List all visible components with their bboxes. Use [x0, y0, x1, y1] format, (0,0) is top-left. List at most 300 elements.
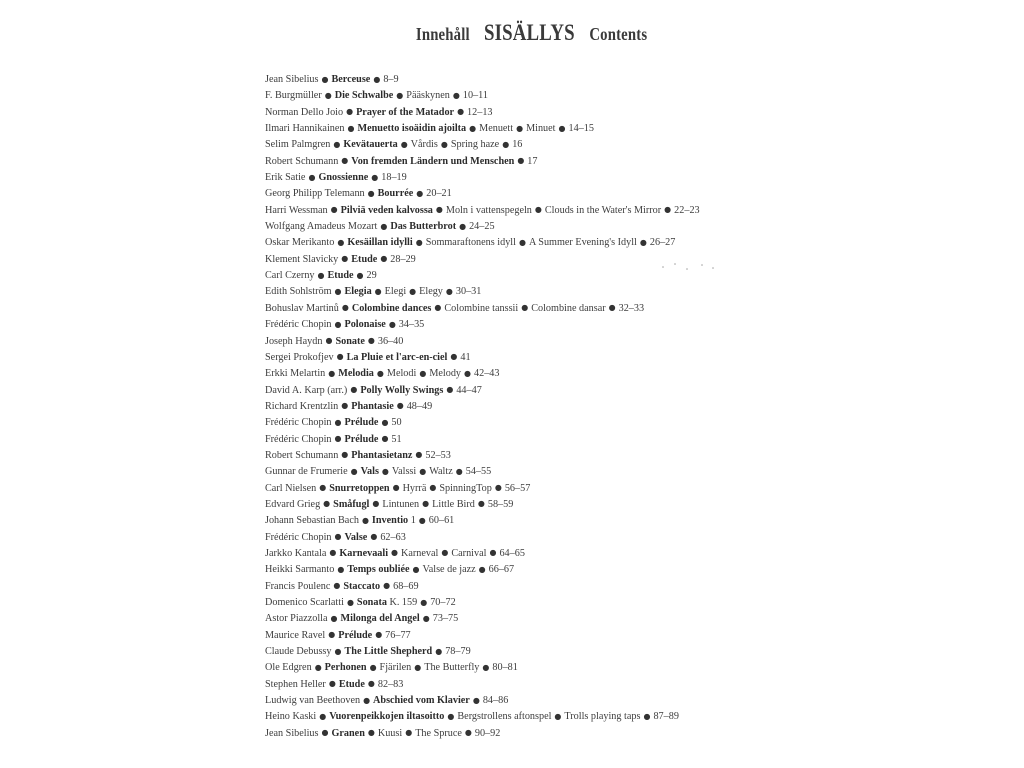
- work-title: Temps oubliée: [347, 564, 410, 576]
- bullet-icon: ●: [381, 434, 389, 444]
- composer-name: Richard Krentzlin: [265, 400, 339, 412]
- translated-title: The Spruce: [415, 727, 462, 739]
- bullet-icon: ●: [341, 254, 349, 264]
- work-title: Menuetto isoäidin ajoilta: [357, 123, 467, 135]
- bullet-icon: ●: [370, 532, 378, 542]
- bullet-icon: ●: [420, 597, 428, 607]
- bullet-icon: ●: [396, 401, 404, 411]
- toc-entry: [265, 334, 965, 350]
- translated-title: Colombine dansar: [531, 302, 606, 314]
- composer-name: F. Burgmüller: [265, 90, 322, 102]
- toc-entry: [265, 660, 965, 676]
- page-range: 32–33: [618, 302, 645, 314]
- toc-entry: [265, 693, 965, 709]
- bullet-icon: ●: [321, 728, 329, 738]
- translated-title: The Butterfly: [424, 662, 480, 674]
- bullet-icon: ●: [464, 368, 471, 378]
- work-title: Von fremden Ländern und Menschen: [351, 155, 515, 167]
- work-title: Das Butterbrot: [390, 221, 457, 233]
- toc-entry: [265, 186, 965, 202]
- page-range: 51: [391, 433, 402, 445]
- bullet-icon: ●: [400, 139, 408, 149]
- composer-name: Claude Debussy: [265, 646, 332, 658]
- table-of-contents: [265, 72, 965, 742]
- bullet-icon: ●: [388, 319, 396, 329]
- toc-entry: [265, 235, 965, 251]
- toc-entry: [265, 105, 965, 121]
- bullet-icon: ●: [434, 303, 442, 313]
- page-range: 78–79: [445, 646, 471, 658]
- page-range: 44–47: [456, 384, 482, 396]
- toc-entry: [265, 448, 965, 464]
- toc-entry: [265, 611, 965, 627]
- toc-entry: [265, 350, 965, 366]
- bullet-icon: ●: [350, 466, 358, 476]
- page-range: 22–23: [674, 204, 700, 216]
- bullet-icon: ●: [521, 303, 529, 313]
- translated-title: Menuett: [479, 123, 514, 135]
- composer-name: Francis Poulenc: [265, 580, 331, 592]
- bullet-icon: ●: [334, 417, 342, 427]
- translated-title: Bergstrollens aftonspel: [457, 711, 552, 723]
- toc-entry: [265, 415, 965, 431]
- page-range: 64–65: [499, 547, 525, 559]
- composer-name: Jean Sibelius: [265, 727, 319, 739]
- work-title: Granen: [331, 727, 365, 739]
- translated-title: Spring haze: [450, 139, 500, 151]
- toc-entry: [265, 595, 965, 611]
- composer-name: Edith Sohlström: [265, 286, 332, 298]
- toc-entry: [265, 546, 965, 562]
- composer-name: Norman Dello Joio: [265, 106, 344, 118]
- work-title: Snurretoppen: [329, 482, 390, 494]
- page-range: 17: [527, 155, 538, 167]
- page-title: [0, 20, 1024, 46]
- bullet-icon: ●: [346, 107, 354, 117]
- composer-name: Frédéric Chopin: [265, 433, 332, 445]
- composer-name: Stephen Heller: [265, 678, 326, 690]
- bullet-icon: ●: [396, 90, 404, 100]
- bullet-icon: ●: [381, 466, 389, 476]
- bullet-icon: ●: [516, 123, 524, 133]
- bullet-icon: ●: [334, 532, 342, 542]
- toc-entry: [265, 628, 965, 644]
- composer-name: Selim Palmgren: [265, 139, 331, 151]
- bullet-icon: ●: [375, 630, 383, 640]
- work-title: Sonate: [335, 335, 365, 347]
- composer-name: Ilmari Hannikainen: [265, 123, 345, 135]
- work-title: Kesäillan idylli: [347, 237, 413, 249]
- work-title: Polly Wolly Swings: [360, 384, 444, 396]
- page-range: 41: [460, 351, 471, 363]
- composer-name: Sergei Prokofjev: [265, 351, 334, 363]
- work-title: Berceuse: [331, 74, 371, 85]
- toc-entry: [265, 481, 965, 497]
- work-title: Sonata: [356, 597, 387, 608]
- translated-title: Vårdis: [410, 139, 438, 151]
- translated-title: Clouds in the Water's Mirror: [544, 204, 662, 216]
- bullet-icon: ●: [440, 139, 448, 149]
- bullet-icon: ●: [361, 515, 369, 525]
- toc-entry: [265, 464, 965, 480]
- composer-name: Gunnar de Frumerie: [265, 466, 348, 478]
- bullet-icon: ●: [371, 172, 379, 182]
- bullet-icon: ●: [321, 74, 329, 84]
- work-title: The Little Shepherd: [344, 646, 433, 658]
- bullet-icon: ●: [391, 548, 399, 558]
- bullet-icon: ●: [643, 711, 651, 721]
- toc-entry: [265, 497, 965, 513]
- page-range: 56–57: [504, 482, 531, 494]
- toc-entry: [265, 88, 965, 104]
- bullet-icon: ●: [518, 237, 526, 247]
- composer-name: Ole Edgren: [265, 662, 312, 674]
- composer-name: Carl Nielsen: [265, 482, 317, 494]
- translated-title: Elegy: [419, 286, 443, 298]
- composer-name: Carl Czerny: [265, 270, 315, 282]
- bullet-icon: ●: [469, 123, 477, 133]
- composer-name: Johann Sebastian Bach: [265, 515, 359, 527]
- page-range: 58–59: [487, 498, 514, 510]
- bullet-icon: ●: [414, 662, 422, 672]
- bullet-icon: ●: [664, 205, 672, 215]
- toc-entry: [265, 268, 965, 284]
- bullet-icon: ●: [333, 139, 341, 149]
- page-range: 50: [391, 417, 402, 429]
- translated-title: Pääskynen: [406, 90, 450, 102]
- toc-entry: [265, 219, 965, 235]
- page-range: 12–13: [467, 106, 493, 118]
- composer-name: Frédéric Chopin: [265, 417, 332, 429]
- translated-title: Trolls playing taps: [564, 711, 641, 723]
- composer-name: Erik Satie: [265, 172, 306, 184]
- translated-title: Sommaraftonens idyll: [425, 237, 516, 249]
- bullet-icon: ●: [381, 417, 389, 427]
- toc-entry: [265, 121, 965, 137]
- toc-entry: [265, 530, 965, 546]
- composer-name: Frédéric Chopin: [265, 319, 332, 331]
- toc-entry: [265, 562, 965, 578]
- bullet-icon: ●: [517, 156, 525, 166]
- page-range: 68–69: [393, 580, 419, 592]
- bullet-icon: ●: [608, 303, 616, 313]
- composer-name: Robert Schumann: [265, 155, 339, 167]
- work-title: Småfugl: [333, 498, 370, 510]
- page-range: 34–35: [398, 319, 425, 331]
- work-title: Gnossienne: [318, 172, 369, 184]
- bullet-icon: ●: [374, 286, 382, 296]
- bullet-icon: ●: [383, 581, 391, 591]
- bullet-icon: ●: [336, 352, 344, 362]
- page-range: 28–29: [390, 253, 416, 265]
- translated-title: SpinningTop: [439, 482, 492, 494]
- composer-name: Oskar Merikanto: [265, 237, 335, 249]
- bullet-icon: ●: [323, 499, 331, 509]
- composer-name: Maurice Ravel: [265, 629, 326, 641]
- bullet-icon: ●: [419, 466, 427, 476]
- toc-entry: [265, 579, 965, 595]
- translated-title: Elegi: [384, 286, 407, 298]
- bullet-icon: ●: [367, 728, 375, 738]
- bullet-icon: ●: [317, 270, 325, 280]
- work-title: Colombine dances: [351, 302, 432, 314]
- work-number: 1: [408, 515, 416, 527]
- composer-name: Wolfgang Amadeus Mozart: [265, 221, 378, 233]
- bullet-icon: ●: [554, 711, 562, 721]
- bullet-icon: ●: [435, 646, 443, 656]
- bullet-icon: ●: [314, 662, 322, 672]
- page-range: 84–86: [482, 695, 509, 707]
- bullet-icon: ●: [347, 123, 355, 133]
- composer-name: Heikki Sarmanto: [265, 564, 335, 576]
- bullet-icon: ●: [447, 711, 455, 721]
- toc-entry: [265, 709, 965, 725]
- composer-name: Bohuslav Martinů: [265, 302, 339, 314]
- toc-entry: [265, 432, 965, 448]
- composer-name: Erkki Melartin: [265, 368, 326, 380]
- bullet-icon: ●: [494, 483, 502, 493]
- work-title: Phantasietanz: [351, 449, 413, 461]
- work-title: Pilviä veden kalvossa: [340, 204, 433, 216]
- toc-entry: [265, 170, 965, 186]
- translated-title: A Summer Evening's Idyll: [528, 237, 637, 249]
- bullet-icon: ●: [419, 368, 427, 378]
- bullet-icon: ●: [369, 662, 377, 672]
- page-range: 24–25: [469, 221, 495, 233]
- bullet-icon: ●: [330, 613, 338, 623]
- page-range: 52–53: [425, 449, 451, 461]
- composer-name: Ludwig van Beethoven: [265, 695, 361, 707]
- bullet-icon: ●: [415, 450, 423, 460]
- bullet-icon: ●: [478, 564, 486, 574]
- bullet-icon: ●: [416, 188, 424, 198]
- bullet-icon: ●: [334, 319, 342, 329]
- page-range: 87–89: [653, 711, 679, 723]
- translated-title: Valse de jazz: [422, 564, 476, 576]
- bullet-icon: ●: [373, 74, 381, 84]
- bullet-icon: ●: [422, 613, 430, 623]
- work-title: Inventio: [371, 515, 409, 527]
- composer-name: Jean Sibelius: [265, 74, 319, 85]
- page-range: 60–61: [428, 515, 455, 527]
- bullet-icon: ●: [337, 237, 345, 247]
- page-range: 62–63: [380, 531, 406, 543]
- page-range: 30–31: [455, 286, 482, 298]
- bullet-icon: ●: [329, 548, 337, 558]
- translated-title: Hyrrä: [402, 482, 427, 494]
- translated-title: Waltz: [429, 466, 453, 478]
- title-finnish: SISÄLLYS: [484, 20, 575, 45]
- page-range: 90–92: [474, 727, 501, 739]
- bullet-icon: ●: [356, 270, 364, 280]
- title-english: Contents: [589, 24, 648, 44]
- toc-entry: [265, 317, 965, 333]
- bullet-icon: ●: [422, 499, 430, 509]
- bullet-icon: ●: [452, 90, 460, 100]
- bullet-icon: ●: [412, 564, 420, 574]
- composer-name: Joseph Haydn: [265, 335, 323, 347]
- translated-title: Kuusi: [377, 727, 403, 739]
- page-range: 76–77: [385, 629, 411, 641]
- bullet-icon: ●: [429, 483, 437, 493]
- composer-name: Jarkko Kantala: [265, 547, 327, 559]
- page-range: 66–67: [488, 564, 515, 576]
- bullet-icon: ●: [558, 123, 566, 133]
- scan-speckles: [660, 262, 720, 270]
- toc-entry: [265, 301, 965, 317]
- page-range: 82–83: [377, 678, 404, 690]
- work-title: La Pluie et l'arc-en-ciel: [346, 351, 448, 363]
- toc-entry: [265, 383, 965, 399]
- work-title: Prélude: [344, 433, 379, 445]
- work-title: Etude: [338, 678, 365, 690]
- bullet-icon: ●: [534, 205, 542, 215]
- bullet-icon: ●: [324, 90, 332, 100]
- composer-name: Heino Kaski: [265, 711, 317, 723]
- work-title: Kevätauerta: [343, 139, 398, 151]
- page-range: 73–75: [432, 613, 459, 625]
- work-title: Milonga del Angel: [340, 613, 420, 625]
- composer-name: David A. Karp (arr.): [265, 384, 348, 396]
- work-title: Valse: [344, 531, 368, 543]
- work-title: Vuorenpeikkojen iltasoitto: [329, 711, 445, 723]
- bullet-icon: ●: [380, 254, 388, 264]
- work-title: Die Schwalbe: [334, 90, 394, 102]
- bullet-icon: ●: [415, 237, 423, 247]
- bullet-icon: ●: [489, 548, 497, 558]
- translated-title: Karneval: [401, 547, 439, 559]
- bullet-icon: ●: [346, 597, 354, 607]
- translated-title: Little Bird: [432, 498, 475, 510]
- bullet-icon: ●: [455, 466, 463, 476]
- bullet-icon: ●: [325, 336, 333, 345]
- composer-name: Harri Wessman: [265, 204, 328, 216]
- toc-entry: [265, 284, 965, 300]
- bullet-icon: ●: [334, 286, 342, 296]
- page-range: 48–49: [406, 400, 433, 412]
- bullet-icon: ●: [392, 483, 400, 493]
- bullet-icon: ●: [459, 221, 467, 231]
- composer-name: Klement Slavicky: [265, 253, 339, 265]
- composer-name: Domenico Scarlatti: [265, 597, 344, 608]
- bullet-icon: ●: [441, 548, 449, 558]
- page-range: 54–55: [465, 466, 492, 478]
- work-title: Melodia: [338, 368, 374, 380]
- bullet-icon: ●: [363, 695, 371, 705]
- page-range: 14–15: [568, 123, 594, 135]
- page-range: 36–40: [377, 335, 404, 347]
- bullet-icon: ●: [639, 237, 647, 247]
- bullet-icon: ●: [341, 450, 349, 460]
- bullet-icon: ●: [337, 564, 345, 574]
- toc-entry: [265, 513, 965, 529]
- work-title: Bourrée: [377, 188, 414, 200]
- bullet-icon: ●: [350, 385, 358, 395]
- work-number: K. 159: [386, 597, 418, 608]
- bullet-icon: ●: [319, 483, 327, 493]
- work-title: Perhonen: [324, 662, 367, 674]
- bullet-icon: ●: [341, 303, 349, 313]
- bullet-icon: ●: [367, 336, 375, 345]
- bullet-icon: ●: [409, 286, 417, 296]
- bullet-icon: ●: [450, 352, 458, 362]
- translated-title: Melody: [429, 368, 462, 380]
- toc-entry: [265, 677, 965, 693]
- composer-name: Edvard Grieg: [265, 498, 321, 510]
- bullet-icon: ●: [341, 401, 349, 411]
- page-range: 26–27: [649, 237, 676, 249]
- page-range: 16: [512, 139, 523, 151]
- toc-entry: [265, 72, 965, 88]
- composer-name: Robert Schumann: [265, 449, 339, 461]
- bullet-icon: ●: [464, 728, 472, 738]
- bullet-icon: ●: [367, 188, 375, 198]
- page-range: 8–9: [383, 74, 399, 85]
- title-swedish: Innehåll: [416, 24, 471, 44]
- bullet-icon: ●: [328, 630, 336, 640]
- translated-title: Melodi: [386, 368, 417, 380]
- bullet-icon: ●: [334, 646, 342, 656]
- bullet-icon: ●: [333, 581, 341, 591]
- bullet-icon: ●: [435, 205, 443, 215]
- bullet-icon: ●: [477, 499, 485, 509]
- bullet-icon: ●: [472, 695, 480, 705]
- translated-title: Minuet: [526, 123, 556, 135]
- page-range: 42–43: [474, 368, 500, 380]
- translated-title: Colombine tanssii: [444, 302, 519, 314]
- page-range: 20–21: [426, 188, 452, 200]
- page-range: 10–11: [462, 90, 488, 102]
- bullet-icon: ●: [330, 205, 338, 215]
- composer-name: Georg Philipp Telemann: [265, 188, 365, 200]
- bullet-icon: ●: [328, 368, 336, 378]
- bullet-icon: ●: [405, 728, 413, 738]
- page-range: 80–81: [492, 662, 518, 674]
- bullet-icon: ●: [380, 221, 388, 231]
- translated-title: Lintunen: [382, 498, 420, 510]
- bullet-icon: ●: [367, 679, 375, 689]
- translated-title: Moln i vattenspegeln: [445, 204, 532, 216]
- composer-name: Frédéric Chopin: [265, 531, 332, 543]
- work-title: Vals: [360, 466, 379, 478]
- bullet-icon: ●: [372, 499, 380, 509]
- work-title: Etude: [351, 253, 378, 265]
- work-title: Prélude: [338, 629, 373, 641]
- work-title: Karnevaali: [339, 547, 389, 559]
- toc-entry: [265, 154, 965, 170]
- bullet-icon: ●: [308, 172, 316, 182]
- composer-name: Astor Piazzolla: [265, 613, 328, 625]
- toc-entry: [265, 399, 965, 415]
- bullet-icon: ●: [328, 679, 336, 689]
- bullet-icon: ●: [418, 515, 426, 525]
- toc-entry: [265, 726, 965, 742]
- page-range: 29: [366, 270, 377, 282]
- toc-entry: [265, 644, 965, 660]
- bullet-icon: ●: [341, 156, 349, 166]
- toc-entry: [265, 203, 965, 219]
- bullet-icon: ●: [482, 662, 490, 672]
- work-title: Etude: [327, 270, 354, 282]
- work-title: Prayer of the Matador: [356, 106, 455, 118]
- bullet-icon: ●: [319, 711, 327, 721]
- bullet-icon: ●: [334, 434, 342, 444]
- toc-entry: [265, 137, 965, 153]
- bullet-icon: ●: [376, 368, 384, 378]
- translated-title: Carnival: [451, 547, 487, 559]
- work-title: Prélude: [344, 417, 379, 429]
- bullet-icon: ●: [445, 286, 453, 296]
